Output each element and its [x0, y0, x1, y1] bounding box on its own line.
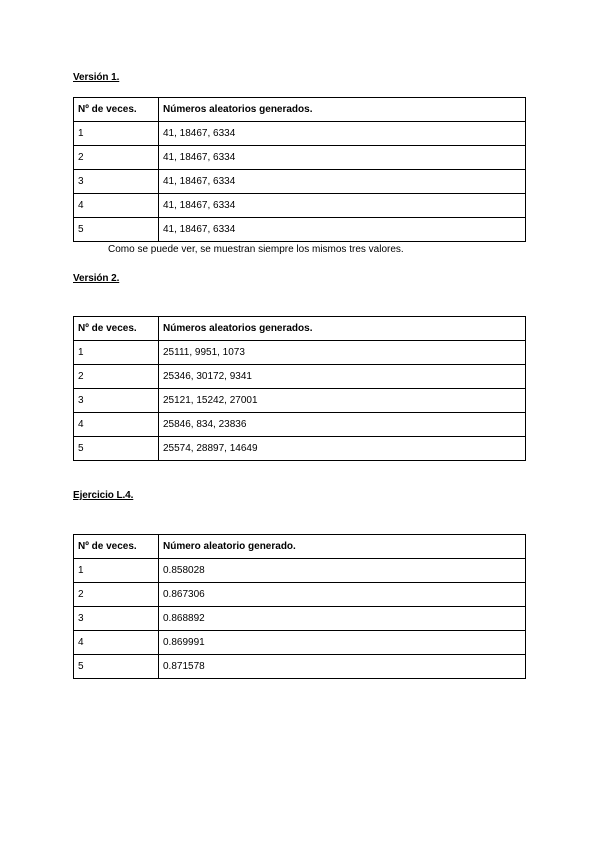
version2-heading: Versión 2. — [73, 273, 120, 284]
cell-numbers: 25346, 30172, 9341 — [159, 365, 526, 389]
cell-numbers: 25574, 28897, 14649 — [159, 437, 526, 461]
column-header-numbers: Números aleatorios generados. — [159, 317, 526, 341]
cell-count: 2 — [74, 365, 159, 389]
cell-count: 1 — [74, 559, 159, 583]
cell-numbers: 41, 18467, 6334 — [159, 122, 526, 146]
cell-numbers: 25846, 834, 23836 — [159, 413, 526, 437]
table-header-row — [74, 98, 526, 122]
table-row — [74, 655, 526, 679]
column-header-count: Nº de veces. — [74, 535, 159, 559]
table-row — [74, 341, 526, 365]
cell-number: 0.858028 — [159, 559, 526, 583]
cell-numbers: 25121, 15242, 27001 — [159, 389, 526, 413]
table-header-row — [74, 317, 526, 341]
table-row — [74, 413, 526, 437]
table-row — [74, 607, 526, 631]
table-row — [74, 194, 526, 218]
table-row — [74, 218, 526, 242]
version1-heading: Versión 1. — [73, 72, 120, 83]
cell-count: 3 — [74, 607, 159, 631]
column-header-count: Nº de veces. — [74, 98, 159, 122]
column-header-count: Nº de veces. — [74, 317, 159, 341]
cell-numbers: 41, 18467, 6334 — [159, 146, 526, 170]
cell-count: 1 — [74, 341, 159, 365]
cell-count: 3 — [74, 170, 159, 194]
table-row — [74, 146, 526, 170]
cell-count: 4 — [74, 631, 159, 655]
table-row — [74, 559, 526, 583]
table-row — [74, 122, 526, 146]
cell-numbers: 41, 18467, 6334 — [159, 218, 526, 242]
cell-number: 0.869991 — [159, 631, 526, 655]
cell-count: 3 — [74, 389, 159, 413]
cell-numbers: 41, 18467, 6334 — [159, 170, 526, 194]
ejercicio-heading: Ejercicio L.4. — [73, 490, 134, 501]
cell-count: 4 — [74, 413, 159, 437]
cell-count: 2 — [74, 146, 159, 170]
ejercicio-table — [73, 534, 526, 679]
cell-count: 4 — [74, 194, 159, 218]
cell-count: 5 — [74, 655, 159, 679]
cell-count: 5 — [74, 218, 159, 242]
cell-number: 0.867306 — [159, 583, 526, 607]
cell-count: 1 — [74, 122, 159, 146]
cell-number: 0.868892 — [159, 607, 526, 631]
cell-count: 2 — [74, 583, 159, 607]
cell-count: 5 — [74, 437, 159, 461]
cell-numbers: 41, 18467, 6334 — [159, 194, 526, 218]
cell-number: 0.871578 — [159, 655, 526, 679]
table-header-row — [74, 535, 526, 559]
table-row — [74, 365, 526, 389]
table-row — [74, 389, 526, 413]
column-header-number: Número aleatorio generado. — [159, 535, 526, 559]
table-row — [74, 631, 526, 655]
table-row — [74, 583, 526, 607]
version2-table — [73, 316, 526, 461]
version1-table — [73, 97, 526, 242]
table-row — [74, 437, 526, 461]
cell-numbers: 25111, 9951, 1073 — [159, 341, 526, 365]
version1-note: Como se puede ver, se muestran siempre los mismos tres valores. — [108, 244, 404, 255]
table-row — [74, 170, 526, 194]
column-header-numbers: Números aleatorios generados. — [159, 98, 526, 122]
